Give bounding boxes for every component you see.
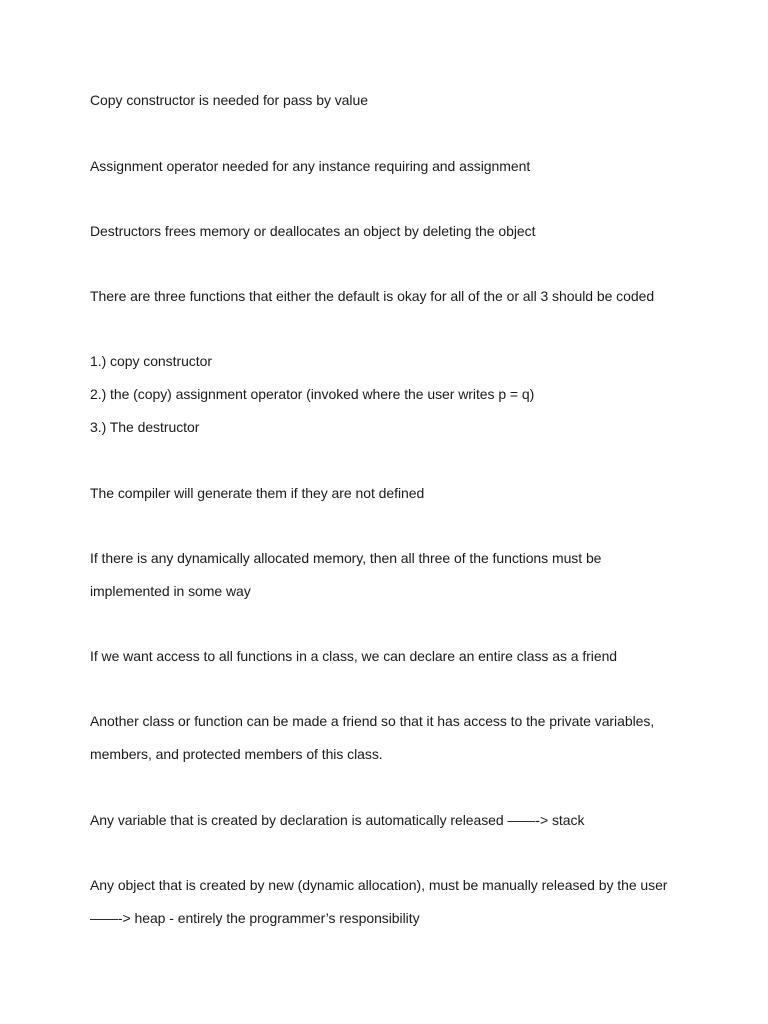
note-friend-access-line-1: Another class or function can be made a friend so that it has access to the private variables, [90, 713, 655, 729]
note-destructors: Destructors frees memory or deallocates an object by deleting the object [90, 223, 536, 239]
note-friend-class: If we want access to all functions in a class, we can declare an entire class as a friend [90, 648, 618, 664]
list-item-2: 2.) the (copy) assignment operator (invoked where the user writes p = q) [90, 386, 535, 402]
note-compiler-generates: The compiler will generate them if they are not defined [90, 485, 425, 501]
note-three-functions: There are three functions that either the default is okay for all of the or all 3 should be coded [90, 288, 655, 304]
list-item-1: 1.) copy constructor [90, 353, 212, 369]
list-item-3: 3.) The destructor [90, 419, 200, 435]
note-heap-release-line-2: ——-> heap - entirely the programmer’s responsibility [90, 910, 420, 926]
note-copy-constructor: Copy constructor is needed for pass by value [90, 92, 368, 108]
note-dynamic-memory-line-2: implemented in some way [90, 583, 251, 599]
note-friend-access-line-2: members, and protected members of this class. [90, 746, 383, 762]
note-heap-release-line-1: Any object that is created by new (dynamic allocation), must be manually released by the user [90, 877, 668, 893]
note-dynamic-memory-line-1: If there is any dynamically allocated memory, then all three of the functions must be [90, 550, 602, 566]
note-stack-release: Any variable that is created by declaration is automatically released ——-> stack [90, 812, 585, 828]
note-assignment-operator: Assignment operator needed for any instance requiring and assignment [90, 158, 531, 174]
